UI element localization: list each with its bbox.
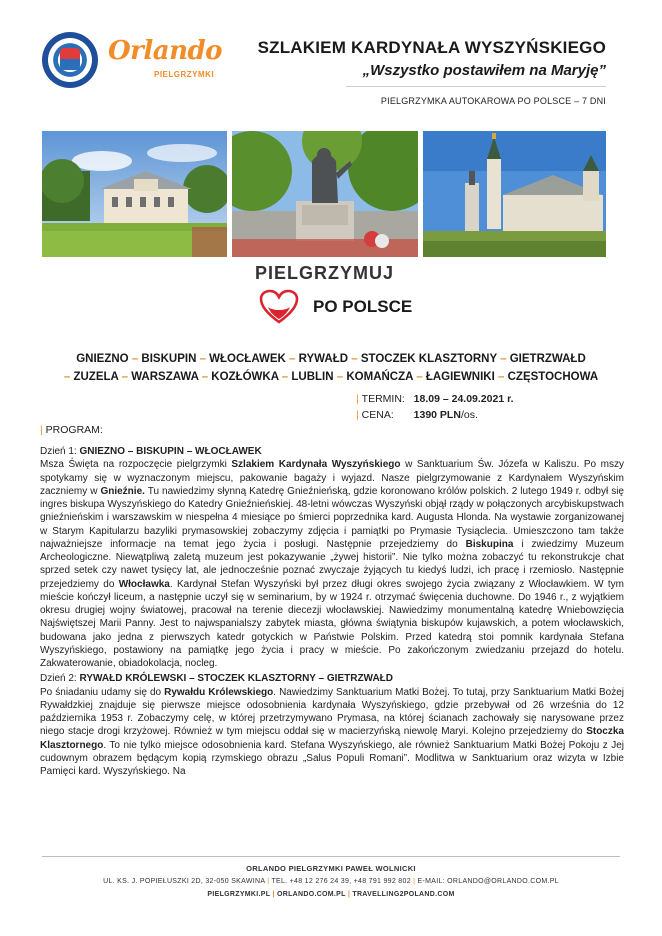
route-separator: – xyxy=(333,371,347,383)
title-block xyxy=(216,38,606,79)
program-content xyxy=(40,444,624,780)
place-name: Biskupina xyxy=(465,538,514,550)
term-block xyxy=(356,391,514,423)
logos xyxy=(42,32,232,88)
route-line-2 xyxy=(40,368,622,386)
text-run: . To nie tylko miejsce odosobnienia kard. Stefana Wyszyńskiego, ale również Sanktuarium Matki Bożej Pokoju z Jej cudownym obrazem będącym kopią rzymskiego obrazu „Salus Populi Romani”. Modlitwa w Sanktuarium oraz wizyta w Izbie Pamięci kard. Wyszyńskiego. Na xyxy=(40,739,624,777)
route-separator: – xyxy=(496,353,510,365)
place-name: Gnieźnie. xyxy=(100,485,145,497)
route-stop: GIETRZWAŁD xyxy=(509,353,586,365)
route-separator: – xyxy=(278,371,292,383)
day-description xyxy=(40,458,624,670)
route-stop: KOMAŃCZA xyxy=(346,371,414,383)
day-label: Dzień 2: xyxy=(40,673,80,685)
program-heading: | PROGRAM: xyxy=(40,424,103,436)
campaign-logo xyxy=(255,263,425,323)
footer-links: PIELGRZYMKI.PL | ORLANDO.COM.PL | TRAVELLING2POLAND.COM xyxy=(207,891,455,898)
price-row: | CENA: 1390 PLN/os. xyxy=(356,409,478,421)
text-run: i zwiedzimy Muzeum Archeologiczne. Niewątpliwą zaletą muzeum jest pokazywanie „żywej historii”. Nie tylko można zobaczyć tu rekonstrukcje chat sprzed setek czy nawet tysięcy lat, ale jednocześnie poznać zwyczaje żyjących tu kiedyś ludzi, ich pracę i rzemiosło. Następnie przejedziemy do xyxy=(40,538,624,590)
route-separator: – xyxy=(494,371,508,383)
route-stop: ZUZELA xyxy=(73,371,119,383)
route-line-1 xyxy=(40,350,622,368)
footer-company: ORLANDO PIELGRZYMKI PAWEŁ WOLNICKI xyxy=(246,864,416,873)
brand-logo: Orlando xyxy=(108,36,222,66)
palace-photo xyxy=(42,131,227,257)
day-description xyxy=(40,686,624,779)
text-run: Msza Święta na rozpoczęcie pielgrzymki xyxy=(40,459,232,471)
brand-subtitle: PIELGRZYMKI xyxy=(154,70,215,79)
campaign-bottom: PO POLSCE xyxy=(313,297,413,316)
page-subtitle: „Wszystko postawiłem na Maryję” xyxy=(362,62,606,79)
route-list xyxy=(40,350,622,386)
route-stop: WŁOCŁAWEK xyxy=(209,353,286,365)
day-title: GNIEZNO – BISKUPIN – WŁOCŁAWEK xyxy=(79,446,262,457)
campaign-top: PIELGRZYMUJ xyxy=(255,263,395,283)
route-stop: CZĘSTOCHOWA xyxy=(507,371,599,383)
route-separator: – xyxy=(198,371,212,383)
program-label: PROGRAM: xyxy=(45,424,103,436)
route-stop: STOCZEK KLASZTORNY xyxy=(360,353,497,365)
footer-email[interactable]: E-MAIL: ORLANDO@ORLANDO.COM.PL xyxy=(417,878,559,885)
route-separator: – xyxy=(285,353,299,365)
jasna-gora-photo xyxy=(423,131,606,257)
place-name: Włocławka xyxy=(118,578,170,590)
route-stop: GNIEZNO xyxy=(76,353,129,365)
route-stop: LUBLIN xyxy=(291,371,334,383)
route-stop: ŁAGIEWNIKI xyxy=(425,371,495,383)
pilgrimage-seal-logo xyxy=(42,32,98,88)
text-run: . Nawiedzimy Sanktuarium Matki Bożej. To tutaj, przy Sanktuarium Matki Bożej Rywałdzkiej znajduje się pierwsze miejsce odosobnienia kardynała Wyszyńskiego, gdzie przebywał od 26 września do 12 października 1953 r. Zobaczymy celę, w której przetrzymywano Prymasa, na której ścianach zachowały się narysowane przez niego stacje drogi krzyżowej. Również w tym miejscu oddał się w macierzyńską niewolę Maryi. Kolejno przejedziemy do xyxy=(40,686,625,738)
footer-divider xyxy=(42,856,620,857)
term-row: | TERMIN: 18.09 – 24.09.2021 r. xyxy=(356,393,514,405)
route-separator: – xyxy=(118,371,132,383)
text-run: . Kardynał Stefan Wyszyński był przez długi okres swojego życia związany z Włocławkiem. W tym mieście kończył liceum, a następnie uczył się w seminarium, by w 1924 r. otrzymać święcenia duchowne. Do 1946 r., z wyjątkiem okresu drugiej wojny światowej, pracował na terenie diecezji włocławskiej. Nawiedzimy monumentalną katedrę Wniebowzięcia Najświętszej Marii Panny. Jest to najwspanialszy zabytek miasta, główna świątynia biskupów kujawskich, a potem włocławskich, budowana jako jedna z pierwszych katedr gotyckich w Państwie Polskim. Przed katedrą stoi pomnik kardynała Stefana Wyszyńskiego, postawiony na pamiątkę jego życia i pracy w mieście. Po zakończonym zwiedzaniu przejazd do hotelu. Zakwaterowanie, obiadokolacja, nocleg. xyxy=(40,578,624,669)
text-run: Po śniadaniu udamy się do xyxy=(40,686,165,698)
footer-phone: TEL. +48 12 276 24 39, +48 791 992 802 xyxy=(271,878,411,885)
route-stop: BISKUPIN xyxy=(141,353,197,365)
footer-link[interactable]: TRAVELLING2POLAND.COM xyxy=(352,891,455,898)
place-name: Stoczka Klasztornego xyxy=(40,726,624,751)
term-label: TERMIN: xyxy=(361,393,405,405)
footer-link[interactable]: ORLANDO.COM.PL xyxy=(276,891,346,898)
heart-icon xyxy=(259,289,299,325)
route-separator: – xyxy=(63,371,74,383)
day-heading xyxy=(40,672,624,685)
route-stop: WARSZAWA xyxy=(131,371,199,383)
trip-kind: PIELGRZYMKA AUTOKAROWA PO POLSCE – 7 DNI xyxy=(380,96,606,106)
day-heading xyxy=(40,445,624,458)
price-value: 1390 PLN xyxy=(413,409,461,421)
route-separator: – xyxy=(413,371,426,383)
route-separator: – xyxy=(128,353,142,365)
place-name: Rywałdu Królewskiego xyxy=(164,686,274,698)
footer xyxy=(42,862,620,901)
route-stop: KOZŁÓWKA xyxy=(211,371,279,383)
day-label: Dzień 1: xyxy=(40,446,80,457)
term-value: 18.09 – 24.09.2021 r. xyxy=(413,393,514,405)
place-name: Szlakiem Kardynała Wyszyńskiego xyxy=(231,459,401,471)
title-divider xyxy=(346,86,606,87)
monument-photo xyxy=(232,131,418,257)
price-label: CENA: xyxy=(361,409,394,421)
photo-strip xyxy=(42,131,606,257)
text-run: w Sanktuarium Św. Józefa w Kaliszu. Po mszy spotykamy się w wyznaczonym miejscu, pakowanie bagaży i wyjazd. Nasze pielgrzymowanie z Kardynałem Wyszyńskim zaczniemy w xyxy=(40,459,624,497)
footer-address: UL. KS. J. POPIEŁUSZKI 2D, 32-050 SKAWINA xyxy=(103,878,265,885)
footer-link[interactable]: PIELGRZYMKI.PL xyxy=(207,891,271,898)
route-separator: – xyxy=(348,353,361,365)
page-title: SZLAKIEM KARDYNAŁA WYSZYŃSKIEGO xyxy=(257,38,606,57)
footer-contact: UL. KS. J. POPIEŁUSZKI 2D, 32-050 SKAWINA | TEL. +48 12 276 24 39, +48 791 992 802 | E-MAIL: ORLANDO@ORLANDO.COM.PL xyxy=(103,878,559,885)
route-separator: – xyxy=(196,353,210,365)
text-run: Tu nawiedzimy słynną Katedrę Gnieźnieńską, gdzie koronowano królów polskich. 2 lutego 1949 r. odbył się ingres biskupa Wyszyńskiego do Katedry Gnieźnieńskiej. 48-letni wówczas Wyszyński objął rządy w połączonych arcybiskupstwach gnieźnieńskim i warszawskim w niespełna 4 miesiące po śmierci poprzednika kard. Augusta Hlonda. Na wystawie zorganizowanej w Starym Kapitularzu bazyliki prymasowskiej zobaczymy zdjęcia i pamiątki po Prymasie Tysiąclecia. Umieszczono tam także najważniejsze informacje na temat jego życia i posługi. Następnie przejedziemy do xyxy=(40,485,624,550)
day-title: RYWAŁD KRÓLEWSKI – STOCZEK KLASZTORNY – GIETRZWAŁD xyxy=(79,673,393,685)
route-stop: RYWAŁD xyxy=(298,353,349,365)
price-unit: /os. xyxy=(460,409,478,421)
